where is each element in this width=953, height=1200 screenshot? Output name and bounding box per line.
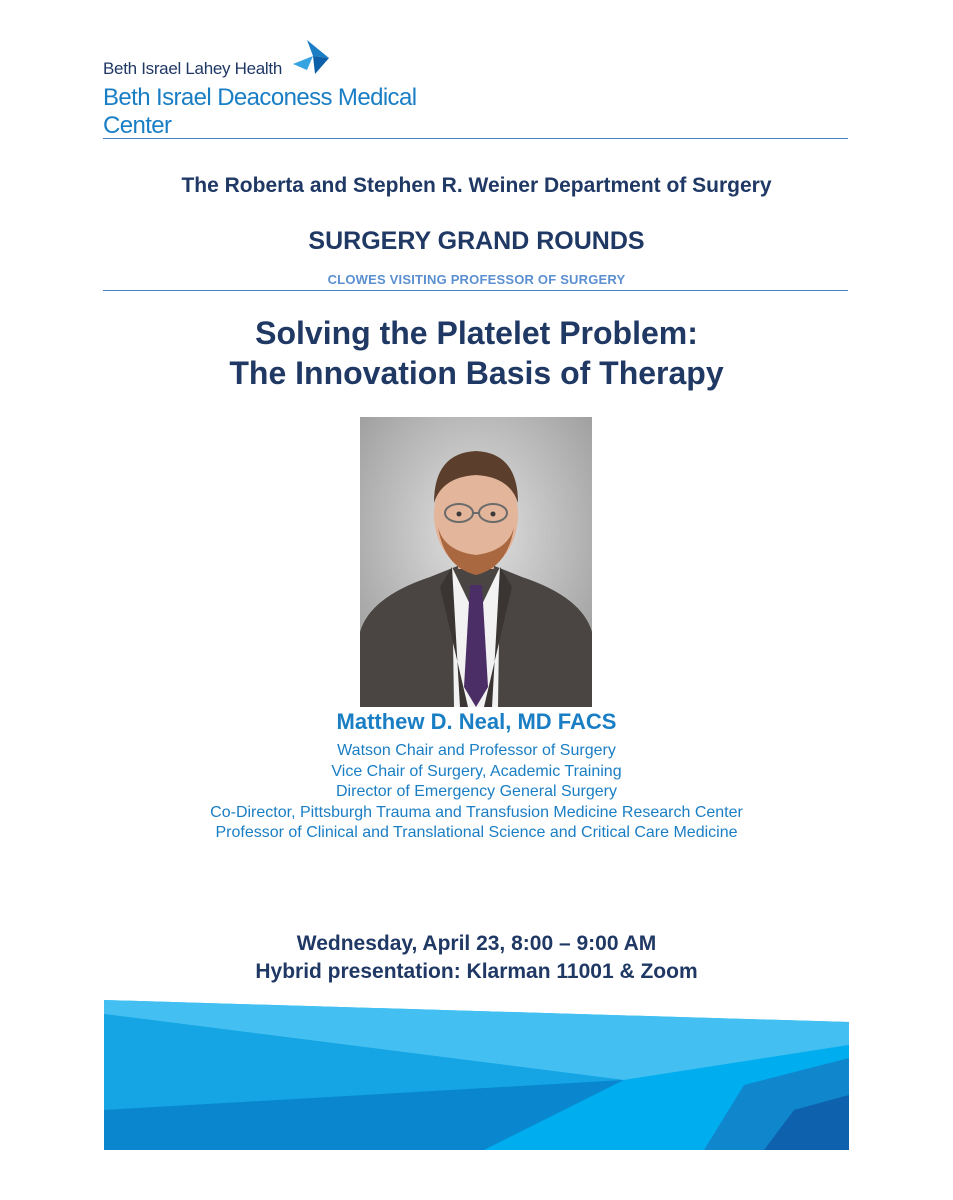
talk-title-line-1: Solving the Platelet Problem: bbox=[255, 315, 698, 351]
bidmc-logo bbox=[103, 40, 483, 139]
bird-icon bbox=[293, 40, 329, 74]
event-series: SURGERY GRAND ROUNDS bbox=[308, 227, 645, 255]
medical-center-name: Beth Israel Deaconess Medical Center bbox=[103, 84, 417, 139]
parent-organization: Beth Israel Lahey Health bbox=[103, 59, 282, 78]
top-divider bbox=[103, 138, 848, 139]
speaker-roles bbox=[0, 741, 953, 844]
event-location: Hybrid presentation: Klarman 11001 & Zoom bbox=[255, 960, 698, 983]
speaker-portrait bbox=[360, 417, 592, 707]
speaker-role: Vice Chair of Surgery, Academic Training bbox=[331, 762, 622, 780]
speaker-role: Watson Chair and Professor of Surgery bbox=[337, 742, 616, 759]
speaker-role: Co-Director, Pittsburgh Trauma and Transfusion Medicine Research Center bbox=[210, 803, 743, 821]
title-divider bbox=[103, 290, 848, 291]
lectureship-title: CLOWES VISITING PROFESSOR OF SURGERY bbox=[327, 272, 626, 287]
speaker-role: Professor of Clinical and Translational Science and Critical Care Medicine bbox=[215, 824, 738, 841]
speaker-name: Matthew D. Neal, MD FACS bbox=[336, 709, 617, 734]
speaker-role: Director of Emergency General Surgery bbox=[336, 783, 617, 800]
talk-title-line-2: The Innovation Basis of Therapy bbox=[229, 355, 724, 391]
talk-title bbox=[0, 313, 953, 393]
department-name: The Roberta and Stephen R. Weiner Department of Surgery bbox=[181, 174, 772, 197]
decorative-footer-band bbox=[104, 1000, 849, 1150]
event-details bbox=[0, 930, 953, 986]
event-datetime: Wednesday, April 23, 8:00 – 9:00 AM bbox=[296, 932, 657, 955]
